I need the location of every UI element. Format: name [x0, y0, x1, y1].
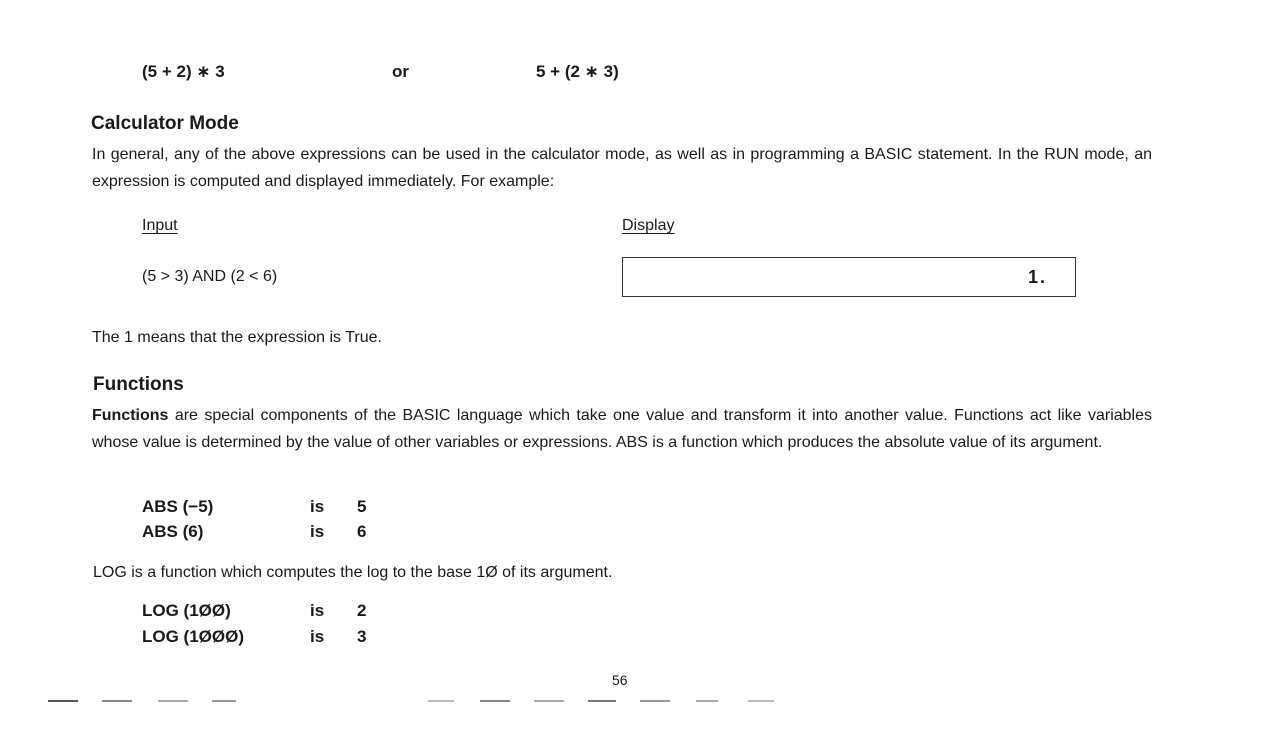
calculator-display [622, 257, 1076, 297]
functions-paragraph-text: are special components of the BASIC language which take one value and transform it into another value. Functions act like variables whose value is determined by the value of other variables or expressions. ABS is a function which produces the absolute value of its argument. [92, 407, 1152, 451]
expression-right: 5 + (2 ∗ 3) [536, 62, 619, 81]
page-number: 56 [612, 672, 628, 688]
display-column-header: Display [622, 217, 675, 234]
calculator-mode-paragraph: In general, any of the above expressions can be used in the calculator mode, as well as in programming a BASIC statement. In the RUN mode, an expression is computed and displayed immediately. For example: [92, 146, 1152, 190]
log-sentence: LOG is a function which computes the log to the base 1Ø of its argument. [93, 564, 613, 581]
abs-example-is: is [310, 522, 325, 541]
functions-bold-term: Functions [92, 407, 169, 424]
functions-paragraph [92, 403, 1152, 456]
abs-example-expr: ABS (−5) [142, 497, 214, 516]
expression-or: or [392, 62, 409, 81]
input-column-header: Input [142, 217, 178, 234]
abs-example-result: 6 [357, 522, 367, 541]
log-example-result: 2 [357, 601, 367, 620]
expression-left: (5 + 2) ∗ 3 [142, 62, 225, 81]
calculator-mode-heading: Calculator Mode [91, 113, 239, 134]
log-example-expr: LOG (1ØØ) [142, 601, 231, 620]
log-example-expr: LOG (1ØØØ) [142, 627, 244, 646]
input-expression: (5 > 3) AND (2 < 6) [142, 268, 278, 285]
log-example-is: is [310, 627, 325, 646]
log-example-result: 3 [357, 627, 367, 646]
functions-heading: Functions [93, 374, 184, 395]
abs-example-is: is [310, 497, 325, 516]
display-value: 1. [1027, 267, 1047, 287]
abs-example-expr: ABS (6) [142, 522, 204, 541]
true-note: The 1 means that the expression is True. [92, 329, 382, 346]
abs-example-result: 5 [357, 497, 367, 516]
log-example-is: is [310, 601, 325, 620]
